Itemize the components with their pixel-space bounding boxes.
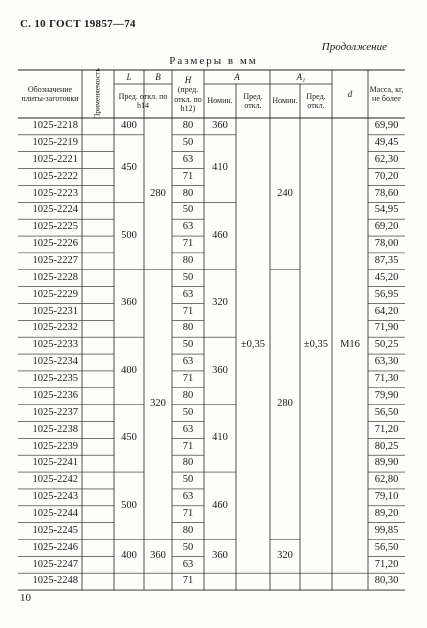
row-designation: 1025-2236 [32,389,78,401]
row-mass: 50,25 [374,339,399,351]
header-designation: Обозначение плиты-заготовки [21,84,79,103]
row-mass: 45,20 [374,271,399,283]
row-mass: 62,30 [374,153,399,165]
header-L: L [126,71,132,82]
row-designation: 1025-2223 [32,187,78,199]
row-designation: 1025-2248 [32,575,78,587]
row-designation: 1025-2239 [32,440,78,452]
page-number: 10 [20,592,31,604]
row-H: 80 [182,457,194,469]
row-mass: 62,80 [374,474,399,486]
row-H: 50 [182,406,194,418]
row-L: 360 [121,297,137,309]
row-A1-nominal [270,573,300,590]
thread-d-value: M16 [340,339,360,351]
row-designation: 1025-2224 [32,204,78,216]
row-L: 400 [121,550,137,562]
row-H: 63 [182,153,194,165]
row-designation: 1025-2238 [32,423,78,435]
row-L [114,573,144,590]
row-mass: 54,95 [374,204,399,216]
page-header: С. 10 ГОСТ 19857—74 [20,18,136,30]
row-H: 50 [182,204,194,216]
row-H: 63 [182,491,194,503]
row-H: 50 [182,271,194,283]
row-designation: 1025-2242 [32,474,78,486]
row-mass: 79,10 [374,491,399,503]
row-H: 63 [182,558,194,570]
row-A1-nominal: 320 [277,550,293,562]
row-L: 450 [121,162,137,174]
row-L: 450 [121,432,137,444]
header-application: Применяемость [92,68,102,120]
row-mass: 80,30 [374,575,399,587]
row-mass: 71,20 [374,423,399,435]
row-designation: 1025-2221 [32,153,78,165]
row-mass: 71,30 [374,373,399,385]
row-H: 50 [182,339,194,351]
row-mass: 64,20 [374,305,399,317]
row-A-nominal: 460 [212,229,228,241]
row-designation: 1025-2232 [32,322,78,334]
header-H-tolerance: (пред. откл. по h12) [174,85,202,113]
row-L: 500 [121,229,137,241]
row-mass: 89,90 [374,457,399,469]
row-mass: 71,20 [374,558,399,570]
row-designation: 1025-2237 [32,406,78,418]
header-A-tolerance: Пред. откл. [243,91,263,110]
row-H: 71 [182,507,194,519]
row-mass: 89,20 [374,507,399,519]
row-H: 71 [182,305,194,317]
row-H: 50 [182,474,194,486]
row-H: 63 [182,423,194,435]
row-H: 71 [182,170,194,182]
row-H: 71 [182,238,194,250]
header-A-nominal: Номин. [207,96,233,106]
header-B: B [155,71,161,82]
header-A: A [234,71,240,82]
row-A-nominal: 360 [212,120,228,132]
row-H: 63 [182,356,194,368]
row-H: 80 [182,389,194,401]
row-mass: 69,20 [374,221,399,233]
row-A1-nominal: 280 [277,398,293,410]
row-B: 320 [150,398,166,410]
row-A-nominal: 410 [212,162,228,174]
row-H: 80 [182,322,194,334]
row-designation: 1025-2233 [32,339,78,351]
A1-tolerance-value: ±0,35 [303,339,329,351]
row-designation: 1025-2226 [32,238,78,250]
row-L: 400 [121,120,137,132]
row-designation: 1025-2229 [32,288,78,300]
row-mass: 79,90 [374,389,399,401]
row-L: 500 [121,499,137,511]
row-mass: 87,35 [374,255,399,267]
row-H: 63 [182,288,194,300]
row-mass: 56,50 [374,541,399,553]
row-B [144,573,172,590]
row-L: 400 [121,364,137,376]
continuation-label: Продолжение [321,41,387,53]
dimensions-caption: Размеры в мм [169,55,258,67]
row-H: 50 [182,541,194,553]
row-H: 71 [182,440,194,452]
A-tolerance-value: ±0,35 [240,339,266,351]
row-designation: 1025-2241 [32,457,78,469]
row-A-nominal: 320 [212,297,228,309]
row-designation: 1025-2222 [32,170,78,182]
row-designation: 1025-2225 [32,221,78,233]
row-mass: 78,00 [374,238,399,250]
row-H: 80 [182,255,194,267]
header-H-title: H [184,75,192,86]
row-H: 80 [182,120,194,132]
row-designation: 1025-2245 [32,524,78,536]
header-A1: A₁ [296,71,306,82]
row-mass: 63,30 [374,356,399,368]
row-designation: 1025-2231 [32,305,78,317]
row-designation: 1025-2219 [32,137,78,149]
row-mass: 70,20 [374,170,399,182]
row-A-nominal: 360 [212,364,228,376]
row-A1-nominal: 240 [277,187,293,199]
row-designation: 1025-2247 [32,558,78,570]
row-designation: 1025-2244 [32,507,78,519]
row-H: 80 [182,524,194,536]
row-designation: 1025-2246 [32,541,78,553]
header-d: d [347,88,353,99]
row-designation: 1025-2228 [32,271,78,283]
row-A-nominal [204,573,236,590]
row-B: 280 [150,187,166,199]
row-designation: 1025-2243 [32,491,78,503]
row-designation: 1025-2227 [32,255,78,267]
row-H: 63 [182,221,194,233]
row-A-nominal: 460 [212,499,228,511]
row-mass: 71,90 [374,322,399,334]
header-H [172,70,204,118]
row-mass: 99,85 [374,524,399,536]
row-mass: 78,60 [374,187,399,199]
header-mass: Масса, кг, не более [369,84,404,103]
row-A-nominal: 410 [212,432,228,444]
row-H: 80 [182,187,194,199]
row-designation: 1025-2218 [32,120,78,132]
row-mass: 56,95 [374,288,399,300]
row-mass: 69,90 [374,120,399,132]
row-B: 360 [150,550,166,562]
row-mass: 49,45 [374,137,399,149]
row-A-nominal: 360 [212,550,228,562]
row-H: 71 [182,575,194,587]
header-A1-nominal: Номин. [272,96,298,106]
row-designation: 1025-2234 [32,356,78,368]
row-H: 71 [182,373,194,385]
row-mass: 80,25 [374,440,399,452]
row-mass: 56,50 [374,406,399,418]
header-LB-tolerance: Пред. откл. по h14 [118,91,168,110]
row-designation: 1025-2235 [32,373,78,385]
header-A1-tolerance: Пред. откл. [306,91,326,110]
row-H: 50 [182,137,194,149]
